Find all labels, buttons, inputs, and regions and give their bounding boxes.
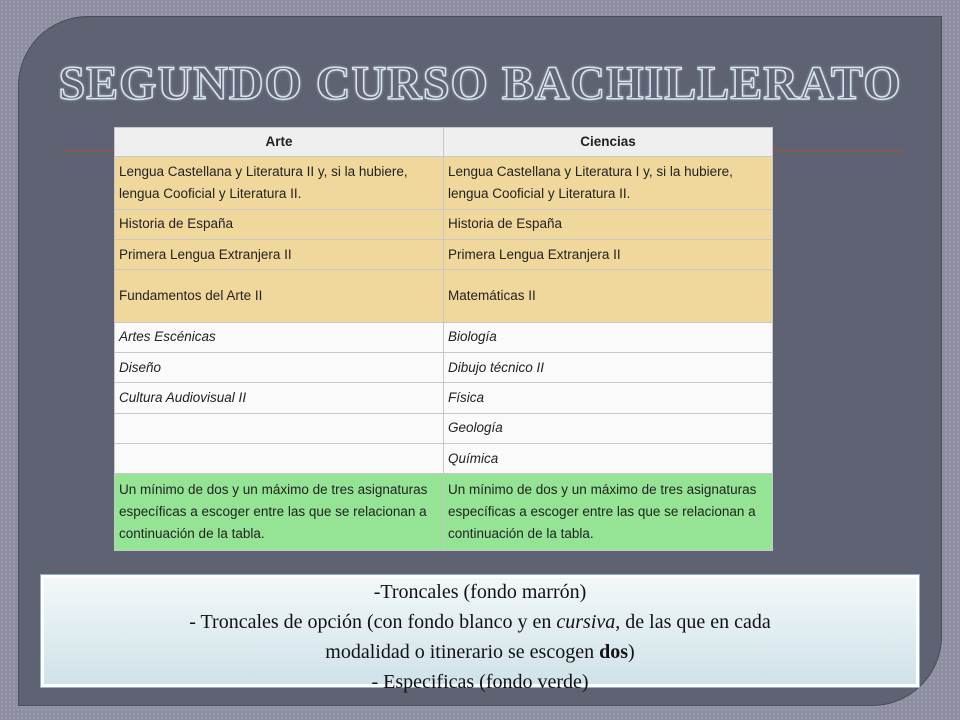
table-header-row [115, 128, 773, 157]
table-cell: Cultura Audiovisual II [115, 383, 444, 413]
column-header-arte: Arte [115, 128, 444, 157]
table-cell: Primera Lengua Extranjera II [444, 240, 773, 270]
table-cell: Historia de España [115, 209, 444, 239]
table-cell: Primera Lengua Extranjera II [115, 240, 444, 270]
legend-line [41, 637, 919, 667]
table-row [115, 157, 773, 209]
table-row [115, 322, 773, 352]
table-cell: Matemáticas II [444, 270, 773, 322]
curriculum-table [114, 127, 773, 551]
legend-line: - Especificas (fondo verde) [371, 671, 589, 693]
legend-text: ) [628, 641, 635, 663]
table-cell [115, 443, 444, 473]
table-row [115, 209, 773, 239]
table-row [115, 353, 773, 383]
table-cell: Física [444, 383, 773, 413]
table-row [115, 240, 773, 270]
table-cell: Química [444, 443, 773, 473]
legend-text: , de las que en cada [615, 611, 771, 633]
table-cell: Fundamentos del Arte II [115, 270, 444, 322]
legend-text: - Troncales de opción (con fondo blanco y en [189, 611, 557, 633]
slide-title: SEGUNDO CURSO BACHILLERATO [58, 57, 902, 110]
legend-text: modalidad o itinerario se escogen [325, 641, 600, 663]
legend-bold-text: dos [599, 641, 629, 663]
table-cell: Historia de España [444, 209, 773, 239]
table-cell: Lengua Castellana y Literatura II y, si la hubiere, lengua Cooficial y Literatura II. [115, 157, 444, 209]
column-header-ciencias: Ciencias [444, 128, 773, 157]
table-row [115, 443, 773, 473]
legend-box [40, 574, 920, 693]
legend-italic-text: cursiva [556, 611, 616, 633]
table-cell: Artes Escénicas [115, 322, 444, 352]
table-cell: Dibujo técnico II [444, 353, 773, 383]
legend-line [41, 607, 919, 637]
table-row [115, 413, 773, 443]
table-cell: Un mínimo de dos y un máximo de tres asignaturas específicas a escoger entre las que se relacionan a continuación de la tabla. [115, 474, 444, 551]
table-cell: Biología [444, 322, 773, 352]
table-row [115, 270, 773, 322]
table-cell: Diseño [115, 353, 444, 383]
table-cell: Geología [444, 413, 773, 443]
table-cell: Lengua Castellana y Literatura I y, si la hubiere, lengua Cooficial y Literatura II. [444, 157, 773, 209]
legend-line: -Troncales (fondo marrón) [373, 581, 587, 603]
table-cell: Un mínimo de dos y un máximo de tres asignaturas específicas a escoger entre las que se relacionan a continuación de la tabla. [444, 474, 773, 551]
table-cell [115, 413, 444, 443]
table-row [115, 474, 773, 551]
table-row [115, 383, 773, 413]
